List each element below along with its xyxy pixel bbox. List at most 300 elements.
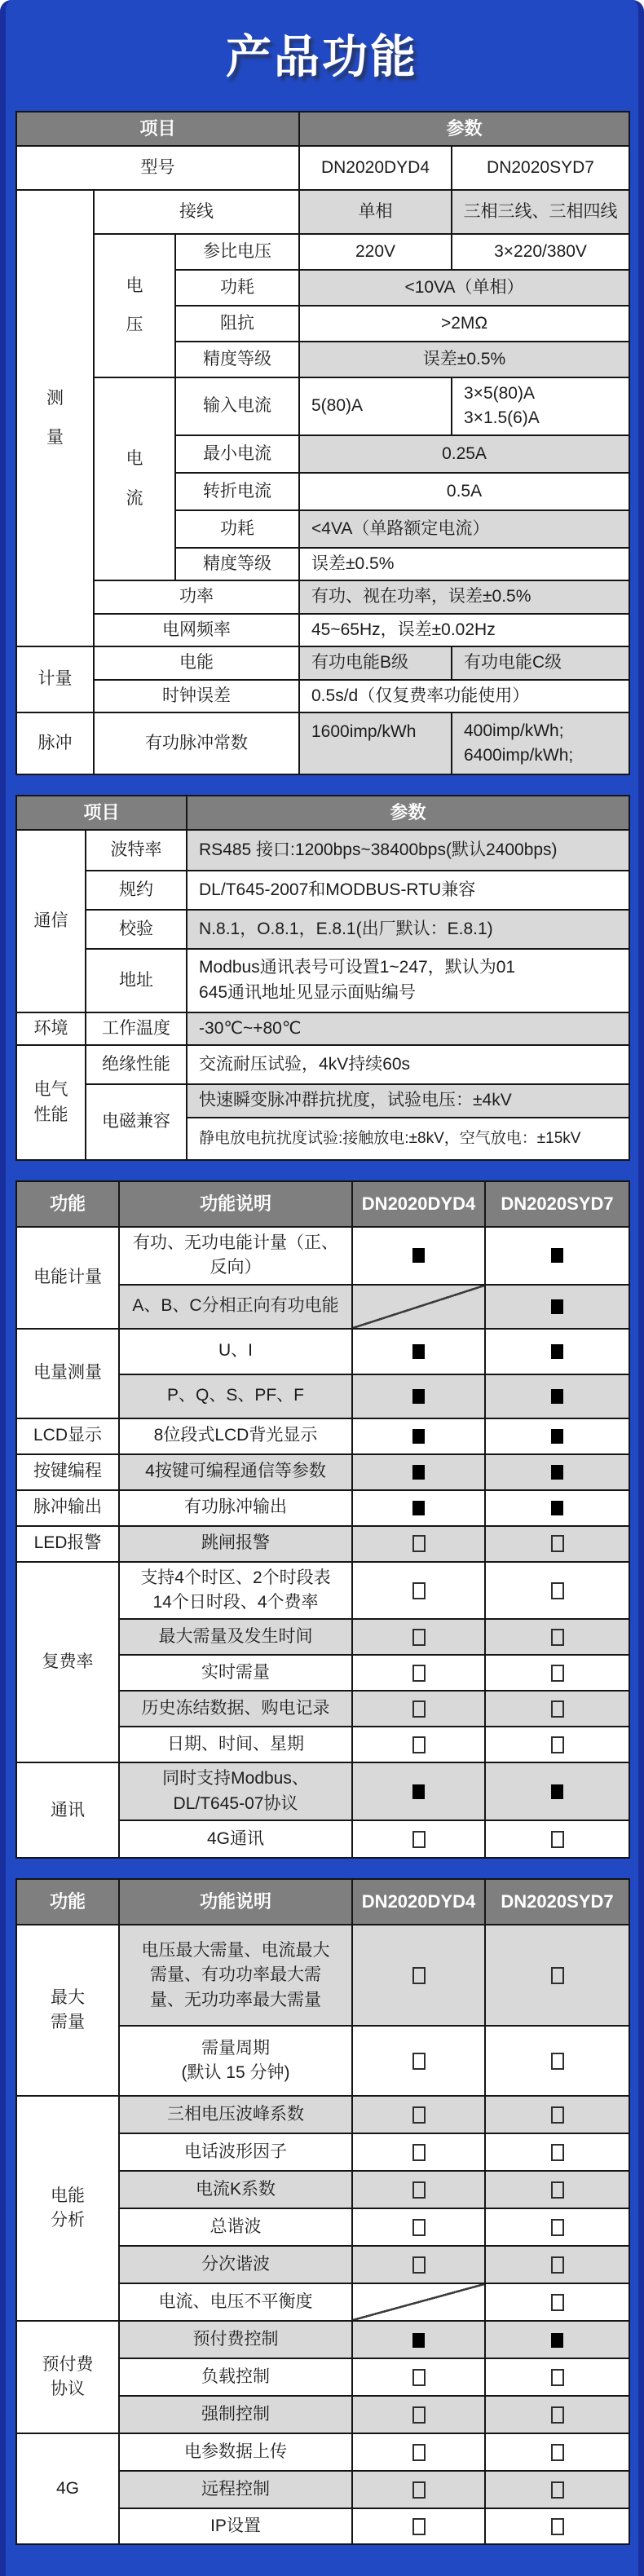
cell	[86, 830, 187, 871]
cell	[299, 646, 452, 679]
cell	[119, 1227, 352, 1285]
cell-text: 400imp/kWh;	[464, 721, 564, 740]
cell-text: 电气	[33, 1080, 68, 1100]
cell-text: DN2020DYD4	[320, 157, 430, 177]
cell-text: RS485 接口:1200bps~38400bps(默认2400bps)	[199, 840, 558, 859]
cell-text: IP设置	[210, 2516, 261, 2536]
cell-text: 快速瞬变脉冲群抗扰度，试验电压：±4kV	[199, 1091, 512, 1110]
cell	[119, 1454, 352, 1490]
support-cell	[485, 2358, 629, 2396]
cell-text: 量	[46, 427, 64, 447]
cell	[299, 190, 452, 234]
empty-square-marker	[551, 2053, 564, 2070]
support-cell	[352, 1691, 485, 1727]
group-label-cell	[16, 1925, 119, 2096]
support-cell	[485, 1820, 629, 1858]
table-row	[16, 949, 629, 1012]
header-cell	[16, 796, 187, 830]
group-label-cell	[16, 712, 94, 774]
header-cell	[485, 1879, 629, 1925]
cell	[187, 910, 629, 949]
cell-text: 参数	[390, 801, 426, 823]
support-cell	[352, 1490, 485, 1526]
group-label-cell	[16, 1490, 119, 1526]
header-cell	[352, 1879, 485, 1925]
cell-text: 三相电压波峰系数	[167, 2105, 304, 2124]
cell	[119, 2096, 352, 2133]
empty-square-marker	[412, 1967, 426, 1984]
cell-text: 最大	[51, 1987, 85, 2007]
empty-square-marker	[412, 1700, 426, 1718]
cell	[299, 306, 629, 342]
table-row	[16, 1562, 629, 1620]
cell-text: 时钟误差	[162, 686, 231, 705]
support-cell	[352, 1526, 485, 1562]
support-cell	[485, 2096, 629, 2133]
cell	[94, 680, 299, 712]
cell-text: 环境	[33, 1018, 68, 1038]
cell-text: 转折电流	[203, 481, 271, 501]
filled-square-marker	[551, 1465, 563, 1480]
cell-text: 预付费控制	[192, 2330, 279, 2349]
header-cell	[119, 1879, 352, 1925]
cell-text: LED报警	[33, 1533, 102, 1553]
cell	[119, 1619, 352, 1655]
support-cell	[352, 2508, 485, 2544]
cell-text: 量、无功功率最大需量	[150, 1990, 321, 2009]
cell	[175, 377, 299, 435]
group-label-cell	[94, 234, 175, 377]
table-row	[16, 1490, 629, 1526]
cell-text: DN2020SYD7	[487, 157, 594, 177]
cell-text: 计量	[37, 669, 73, 689]
cell	[119, 2358, 352, 2396]
cell-text: 型号	[140, 157, 175, 177]
cell-text: 功能	[49, 1193, 86, 1214]
cell-text: 地址	[119, 970, 153, 990]
empty-square-marker	[551, 2294, 564, 2311]
cell-text: 电	[126, 449, 143, 469]
cell	[299, 377, 452, 435]
cell-text: 0.25A	[442, 443, 487, 463]
cell	[119, 1727, 352, 1762]
table-row	[16, 614, 629, 646]
cell-text: U、I	[218, 1341, 253, 1361]
table-row	[16, 1084, 629, 1117]
cell	[175, 473, 299, 510]
cell	[452, 190, 629, 234]
table-row	[16, 190, 629, 234]
table-row	[16, 1925, 629, 2026]
cell	[119, 1562, 352, 1620]
cell-text: N.8.1，O.8.1，E.8.1(出厂默认：E.8.1)	[199, 919, 493, 938]
support-cell	[352, 1727, 485, 1762]
table-row	[16, 1227, 629, 1285]
support-cell	[352, 2358, 485, 2396]
support-cell	[485, 1691, 629, 1727]
cell-text: 电话波形因子	[184, 2142, 287, 2162]
cell-text: 脉冲	[37, 733, 73, 752]
cell-text: 有功、视在功率，误差±0.5%	[311, 587, 532, 607]
support-cell	[485, 2396, 629, 2433]
table-row	[16, 377, 629, 435]
cell-text: 0.5A	[446, 481, 483, 501]
support-cell	[352, 2208, 485, 2246]
cell-text: 电能	[51, 2186, 85, 2205]
cell-text: 远程控制	[201, 2480, 270, 2499]
empty-square-marker	[412, 2219, 426, 2236]
cell-text: 实时需量	[201, 1663, 270, 1683]
empty-square-marker	[412, 2481, 426, 2499]
cell	[299, 712, 452, 774]
cell-text: <10VA（单相）	[404, 277, 524, 297]
cell-text: DN2020SYD7	[501, 1193, 614, 1214]
group-label-cell	[16, 1454, 119, 1490]
empty-square-marker	[412, 2181, 426, 2199]
support-cell	[485, 1727, 629, 1762]
cell	[299, 473, 629, 510]
group-label-cell	[16, 1762, 119, 1858]
cell-text: 电参数据上传	[184, 2442, 287, 2462]
empty-square-marker	[412, 1831, 426, 1848]
cell-text: 功能	[49, 1891, 86, 1912]
empty-square-marker	[551, 2181, 564, 2199]
table-row	[16, 712, 629, 774]
table-row	[16, 1012, 629, 1045]
cell-text: 8位段式LCD背光显示	[153, 1426, 318, 1445]
cell	[452, 646, 629, 679]
support-cell	[485, 1454, 629, 1490]
cell-text: 有功、无功电能计量（正、反向）	[133, 1233, 338, 1277]
cell-text: 静电放电抗扰度试验:接触放电:±8kV，空气放电：±15kV	[199, 1129, 581, 1147]
cell-text: 有功脉冲输出	[184, 1498, 287, 1517]
filled-square-marker	[412, 1465, 425, 1480]
group-label-cell	[16, 1418, 119, 1454]
empty-square-marker	[551, 2106, 564, 2124]
empty-square-marker	[551, 1831, 564, 1848]
cell-text: DN2020DYD4	[361, 1193, 476, 1214]
cell	[187, 830, 629, 871]
cell-text: 单相	[358, 201, 393, 221]
support-cell	[485, 2471, 629, 2508]
table-row	[16, 112, 629, 146]
cell-text: 功能说明	[199, 1193, 271, 1214]
table-row	[16, 234, 629, 270]
empty-square-marker	[551, 1736, 564, 1753]
cell	[299, 270, 629, 306]
cell-text: 波特率	[110, 840, 162, 859]
table-row	[16, 580, 629, 613]
cell	[94, 712, 299, 774]
group-label-cell	[16, 1329, 119, 1418]
cell-text: >2MΩ	[440, 313, 488, 333]
support-cell	[485, 1329, 629, 1374]
filled-square-marker	[412, 1784, 425, 1799]
cell-text: 绝缘性能	[102, 1055, 170, 1074]
cell-text: 最大需量及发生时间	[158, 1627, 313, 1647]
support-cell	[352, 1454, 485, 1490]
cell-text: 4按键可编程通信等参数	[145, 1462, 326, 1481]
empty-square-marker	[412, 2256, 426, 2274]
cell-text: LCD显示	[33, 1426, 102, 1445]
support-cell	[352, 1418, 485, 1454]
table-row	[16, 1454, 629, 1490]
group-label-cell	[16, 1526, 119, 1562]
support-cell	[485, 1374, 629, 1418]
support-cell	[352, 1619, 485, 1655]
cell	[86, 1045, 187, 1084]
empty-square-marker	[551, 2406, 564, 2424]
cell	[299, 680, 629, 712]
cell	[16, 146, 299, 190]
support-cell	[485, 2026, 629, 2096]
support-cell	[485, 1619, 629, 1655]
empty-square-marker	[551, 2144, 564, 2161]
cell-text: 压	[126, 315, 143, 334]
cell-text: 交流耐压试验，4kV持续60s	[199, 1055, 411, 1074]
cell	[119, 2471, 352, 2508]
cell	[86, 910, 187, 949]
support-cell	[485, 2321, 629, 2358]
group-label-cell	[16, 830, 86, 1012]
communication-environment-table	[15, 795, 630, 1161]
cell-text: DN2020DYD4	[361, 1891, 476, 1912]
cell-text: 3×5(80)A	[464, 383, 535, 403]
group-label-cell	[16, 2433, 119, 2544]
table-row	[16, 680, 629, 712]
cell-text: 误差±0.5%	[311, 554, 395, 573]
group-label-cell	[16, 1227, 119, 1329]
cell-text: 通讯	[51, 1800, 85, 1820]
cell-text: 有功脉冲常数	[145, 733, 248, 752]
cell-text: 输入电流	[203, 396, 271, 416]
support-cell	[352, 2171, 485, 2208]
cell-text: 功耗	[220, 277, 254, 297]
cell-text: 电流、电压不平衡度	[158, 2292, 313, 2312]
cell-text: 测	[46, 388, 64, 408]
cell	[119, 1285, 352, 1329]
cell	[187, 1118, 629, 1160]
cell-text: 强制控制	[201, 2405, 270, 2424]
cell-text: (默认 15 分钟)	[181, 2063, 290, 2083]
cell-text: 电压最大需量、电流最大	[141, 1940, 330, 1960]
filled-square-marker	[551, 1299, 563, 1314]
cell	[94, 646, 299, 679]
support-cell	[352, 1655, 485, 1691]
cell	[119, 1526, 352, 1562]
cell	[119, 1691, 352, 1727]
cell	[119, 2171, 352, 2208]
cell-text: 4G通讯	[206, 1829, 264, 1849]
cell	[175, 435, 299, 473]
cell-text: 3×1.5(6)A	[464, 408, 540, 428]
support-cell	[485, 2171, 629, 2208]
cell-text: 工作温度	[102, 1018, 170, 1038]
cell-text: 参比电压	[203, 241, 271, 261]
cell	[119, 2246, 352, 2283]
cell	[299, 435, 629, 473]
cell-text: -30℃~+80℃	[199, 1018, 302, 1038]
table-row	[16, 146, 629, 190]
header-cell	[16, 112, 299, 146]
table-row	[16, 1418, 629, 1454]
cell	[299, 580, 629, 613]
cell-text: 项目	[83, 801, 120, 823]
group-label-cell	[16, 1045, 86, 1159]
cell	[175, 510, 299, 548]
cell	[119, 2026, 352, 2096]
support-cell	[352, 1820, 485, 1858]
cell-text: 需量周期	[201, 2038, 270, 2058]
cell	[299, 342, 629, 377]
cell	[452, 712, 629, 774]
cell-text: 复费率	[42, 1652, 94, 1671]
empty-square-marker	[551, 1967, 564, 1984]
cell-text: 精度等级	[203, 349, 271, 368]
cell-text: 通信	[33, 911, 68, 930]
cell-text: 电能计量	[33, 1267, 102, 1286]
group-label-cell	[16, 2096, 119, 2321]
cell	[119, 1655, 352, 1691]
cell	[299, 234, 452, 270]
cell-text: 规约	[119, 880, 153, 899]
cell-text: 需量、有功功率最大需	[150, 1965, 321, 1985]
cell	[299, 614, 629, 646]
empty-square-marker	[551, 2444, 564, 2461]
empty-square-marker	[551, 2219, 564, 2236]
cell-text: 4G	[55, 2479, 79, 2499]
support-cell	[485, 1227, 629, 1285]
cell-text: 功率	[179, 587, 214, 607]
cell	[175, 234, 299, 270]
cell	[299, 548, 629, 580]
cell	[187, 1084, 629, 1117]
support-cell	[485, 1526, 629, 1562]
cell-text: 有功电能C级	[464, 653, 562, 673]
support-cell	[485, 2508, 629, 2544]
cell-text: 日期、时间、星期	[167, 1735, 304, 1754]
support-cell	[352, 1762, 485, 1820]
cell-text: 三相三线、三相四线	[463, 201, 618, 221]
table-row	[16, 646, 629, 679]
cell	[94, 190, 299, 234]
cell	[119, 2508, 352, 2544]
group-label-cell	[16, 190, 94, 646]
spec-parameters-table	[15, 111, 630, 775]
group-label-cell	[16, 646, 94, 712]
filled-square-marker	[551, 1344, 563, 1359]
cell	[86, 1084, 187, 1159]
header-cell	[119, 1181, 352, 1227]
table-row	[16, 1045, 629, 1084]
cell-text: 参数	[446, 118, 483, 139]
table-row	[16, 2321, 629, 2358]
cell-text: 性能	[33, 1105, 68, 1124]
cell	[119, 1329, 352, 1374]
not-applicable-cell	[352, 2283, 485, 2321]
cell-text: 协议	[51, 2380, 85, 2399]
cell	[187, 871, 629, 910]
support-cell	[485, 2208, 629, 2246]
filled-square-marker	[412, 1429, 425, 1444]
support-cell	[352, 2096, 485, 2133]
cell-text: 需量	[51, 2013, 85, 2032]
cell-text: 分析	[51, 2211, 85, 2230]
group-label-cell	[94, 377, 175, 580]
support-cell	[485, 2246, 629, 2283]
empty-square-marker	[412, 2444, 426, 2461]
cell	[175, 548, 299, 580]
support-cell	[352, 2396, 485, 2433]
empty-square-marker	[412, 1629, 426, 1646]
support-cell	[352, 2133, 485, 2171]
table-row	[16, 796, 629, 830]
support-cell	[485, 1562, 629, 1620]
cell	[86, 871, 187, 910]
filled-square-marker	[412, 2333, 425, 2348]
empty-square-marker	[412, 2518, 426, 2535]
table-row	[16, 1181, 629, 1227]
cell-text: 功耗	[220, 518, 254, 538]
cell-text: 按键编程	[33, 1462, 102, 1481]
cell	[175, 270, 299, 306]
filled-square-marker	[551, 1389, 563, 1404]
empty-square-marker	[412, 2106, 426, 2124]
cell	[119, 1820, 352, 1858]
cell-text: 3×220/380V	[494, 241, 587, 261]
cell	[119, 1490, 352, 1526]
cell	[119, 1762, 352, 1820]
cell	[94, 580, 299, 613]
cell-text: DL/T645-2007和MODBUS-RTU兼容	[199, 880, 476, 899]
cell-text: 接线	[179, 201, 214, 221]
support-cell	[485, 1655, 629, 1691]
cell-text: 功能说明	[199, 1891, 271, 1912]
cell-text: 预付费	[42, 2354, 94, 2374]
support-cell	[485, 1285, 629, 1329]
support-cell	[352, 2026, 485, 2096]
page-title: 产品功能	[226, 31, 418, 82]
cell	[119, 2133, 352, 2171]
cell-text: 电量测量	[33, 1363, 102, 1383]
empty-square-marker	[551, 2256, 564, 2274]
cell-text: 精度等级	[203, 554, 271, 573]
support-cell	[352, 1374, 485, 1418]
function-comparison-table-1	[15, 1180, 630, 1859]
support-cell	[352, 2321, 485, 2358]
cell	[299, 510, 629, 548]
header-cell	[187, 796, 629, 830]
cell-text: P、Q、S、PF、F	[166, 1386, 304, 1405]
cell-text: <4VA（单路额定电流）	[311, 518, 490, 538]
cell-text: 1600imp/kWh	[311, 721, 417, 741]
support-cell	[485, 2283, 629, 2321]
support-cell	[485, 1418, 629, 1454]
cell	[187, 1045, 629, 1084]
cell	[119, 2433, 352, 2471]
cell	[119, 1925, 352, 2026]
filled-square-marker	[412, 1501, 425, 1515]
empty-square-marker	[412, 1736, 426, 1753]
header-cell	[16, 1879, 119, 1925]
cell-text: 校验	[119, 919, 153, 938]
empty-square-marker	[551, 1629, 564, 1646]
filled-square-marker	[551, 2333, 563, 2348]
empty-square-marker	[412, 2406, 426, 2424]
support-cell	[485, 1925, 629, 2026]
cell	[452, 146, 629, 190]
cell-text: 电流K系数	[195, 2180, 276, 2199]
